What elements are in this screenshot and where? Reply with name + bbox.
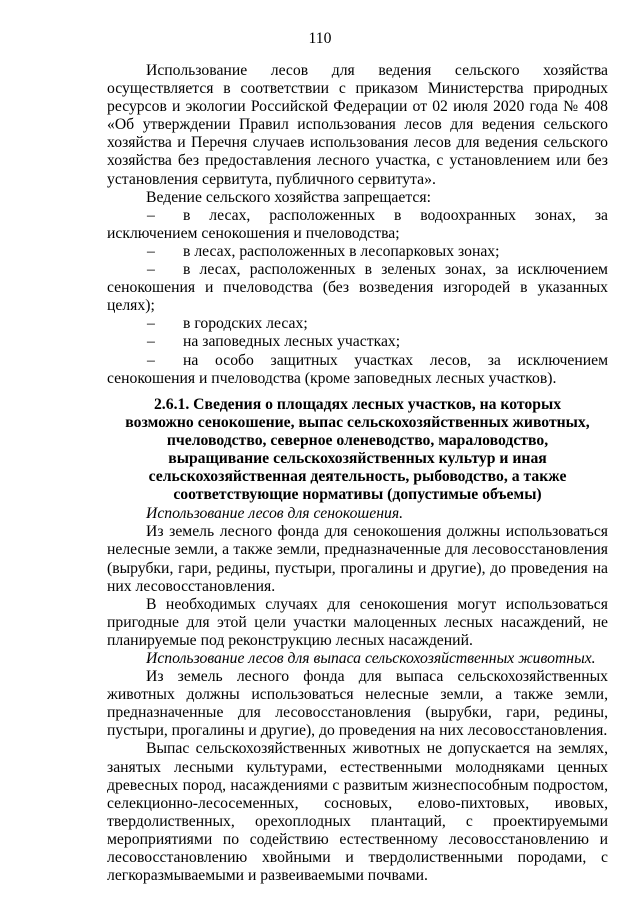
- list-item-text: на особо защитных участках лесов, за исключением сенокошения и пчеловодства (кроме заповедных лесных участков).: [107, 351, 608, 387]
- section-heading: 2.6.1. Сведения о площадях лесных участков, на которых возможно сенокошение, выпас сельскохозяйственных животных, пчеловодство, северное оленеводство, мараловодство, выращивание сельскохозяйственных культур и иная сельскохозяйственная деятельность, рыбоводство, а также соответствующие нормативы (допустимые объемы): [125, 395, 590, 504]
- list-item: [107, 333, 608, 351]
- list-item-text: в лесах, расположенных в водоохранных зонах, за исключением сенокошения и пчеловодства;: [107, 206, 608, 242]
- list-dash: –: [147, 351, 155, 369]
- list-item-text: в лесах, расположенных в зеленых зонах, за исключением сенокошения и пчеловодства (без возведения изгородей в указанных целях);: [107, 261, 608, 315]
- grazing-subheading: Использование лесов для выпаса сельскохозяйственных животных.: [146, 650, 596, 667]
- list-item: [107, 207, 608, 243]
- list-item-text: в городских лесах;: [183, 315, 308, 333]
- page-number: 110: [308, 30, 332, 47]
- list-item: [107, 315, 608, 333]
- haymaking-paragraph: Из земель лесного фонда для сенокошения должны использоваться нелесные земли, а также земли, предназначенные для лесовосстановления (вырубки, гари, редины, пустыри, прогалины и другие), до проведения на них лесовосстановления.: [107, 523, 608, 595]
- list-dash: –: [147, 333, 155, 351]
- prohibited-list: [107, 207, 608, 388]
- list-item-text: в лесах, расположенных в лесопарковых зонах;: [183, 242, 500, 260]
- grazing-paragraph: Выпас сельскохозяйственных животных не допускается на землях, занятых лесными культурами, естественными молодняками ценных древесных пород, насаждениями с развитым жизнеспособным подростом, селекционно-лесосеменных, сосновых, елово-пихтовых, ивовых, твердолиственных, орехоплодных плантаций, с проектируемыми мероприятиями по содействию естественному лесовосстановлению и лесовосстановлению хвойными и твердолиственными породами, с легкоразмываемыми и развеиваемыми почвами.: [107, 740, 608, 885]
- list-item: [107, 352, 608, 388]
- haymaking-subheading: Использование лесов для сенокошения.: [146, 505, 404, 523]
- list-dash: –: [147, 206, 155, 224]
- haymaking-paragraph: В необходимых случаях для сенокошения могут использоваться пригодные для этой цели участки малоценных лесных насаждений, не планируемые под реконструкцию лесных насаждений.: [107, 595, 608, 649]
- list-item: [107, 243, 608, 261]
- list-item-text: на заповедных лесных участках;: [183, 333, 401, 351]
- list-dash: –: [147, 261, 155, 279]
- list-dash: –: [147, 242, 155, 260]
- list-dash: –: [147, 315, 155, 333]
- intro-paragraph: Использование лесов для ведения сельского хозяйства осуществляется в соответствии с приказом Министерства природных ресурсов и экологии Российской Федерации от 02 июля 2020 года № 408 «Об утверждении Правил использования лесов для ведения сельского хозяйства и Перечня случаев использования лесов для ведения сельского хозяйства без предоставления лесного участка, с установлением или без установления сервитута, публичного сервитута».: [107, 62, 608, 188]
- page-content: [107, 62, 608, 885]
- grazing-paragraph: Из земель лесного фонда для выпаса сельскохозяйственных животных должны использоваться нелесные земли, а также земли, предназначенные для лесовосстановления (вырубки, гари, редины, пустыри, прогалины и другие), до проведения на них лесовосстановления.: [107, 668, 608, 740]
- prohibited-lead: Ведение сельского хозяйства запрещается:: [146, 188, 431, 206]
- list-item: [107, 261, 608, 315]
